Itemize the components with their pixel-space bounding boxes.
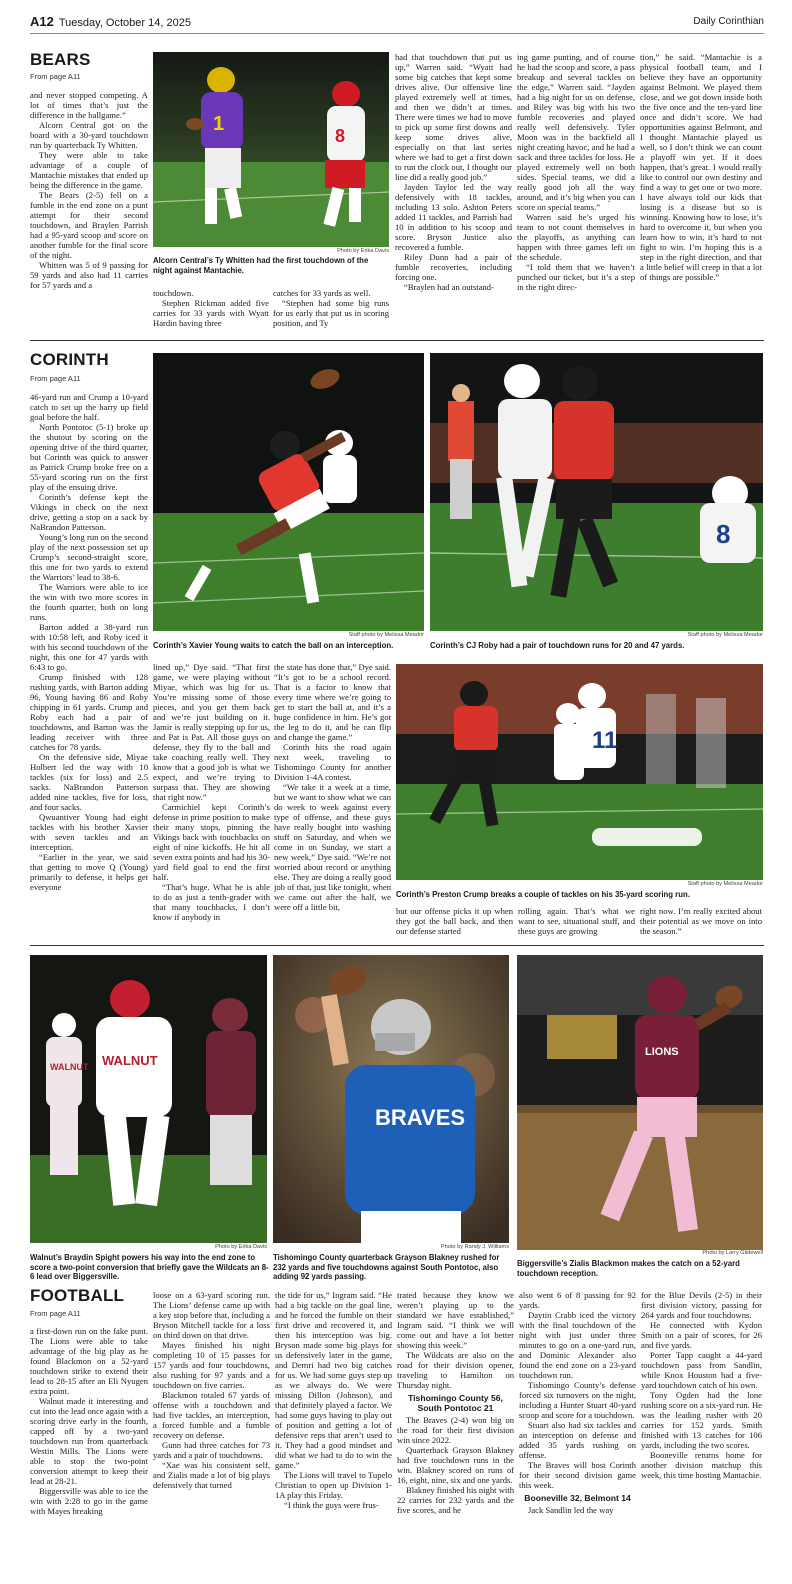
bears-column-3 xyxy=(273,288,389,336)
paragraph: Corinth’s defense kept the Vikings in check on the next drive, getting a stop on a sack by NaBrandon Patterson. xyxy=(30,492,148,532)
paragraph: “Braylen had an outstand- xyxy=(404,282,494,292)
football-column-4-bottom xyxy=(397,1415,514,1515)
corinth-column-3 xyxy=(274,662,391,936)
paragraph: The Lions will travel to Tupelo Christian to open up Division 1-1A play this Friday. xyxy=(275,1470,392,1500)
paragraph: On the defensive side, Miyae Holbert led the way with 10 tackles (six for loss) and 2.5 sacks. NaBrandon Patterson added nine tackles, five for loss, and four sacks. xyxy=(30,752,148,812)
paragraph: Blakney finished his night with 22 carries for 232 yards and the five scores, and he xyxy=(397,1485,514,1515)
corinth-photo-roby xyxy=(430,353,763,631)
paragraph: Jack Sandlin led the way xyxy=(528,1505,614,1515)
header-left xyxy=(30,14,191,29)
football-kicker: FOOTBALL xyxy=(30,1286,125,1305)
paragraph: He connected with Kydon Smith on a pair of scores, for 26 and five yards. xyxy=(641,1320,762,1350)
paragraph: Biggersville was able to ice the win with 2:28 to go in the game with Mayes breaking xyxy=(30,1486,148,1516)
paragraph: right now. I’m really excited about their potential as we move on into the season.” xyxy=(640,906,762,936)
paragraph: also went 6 of 8 passing for 92 yards. xyxy=(519,1290,636,1310)
paragraph: ing game punting, and of course he had the scoop and score, a pass breakup and several tackles on the edge,” Warren said. “Jayden had a big night for us on defense, and Riley was big with his two fumble recoveries and played really well defensively. Tyler Moon was in the backfield all night creating havoc, and he had a sack and three tackles for loss. He played extremely well on both sides. Special teams, we did a really good job all the way around, and it’s big when you can score on special teams.” xyxy=(517,52,635,212)
tishomingo-photo-caption: Tishomingo County quarterback Grayson Blakney rushed for 232 yards and five touchdowns against South Pontotoc, also adding 92 yards passing. xyxy=(273,1253,500,1281)
paragraph: “That’s huge. What he is able to do as just a tenth-grader with that many touchbacks, I don’t know if anybody in xyxy=(153,882,270,922)
paragraph: Walnut made it interesting and cut into the lead once again with a scoring drive early in the fourth, capped off by a two-yard touchdown run from quarterback Westin Mills. The Lions were able to stop the two-point conversion attempt to keep their lead at 28-21. xyxy=(30,1396,148,1486)
bears-photo xyxy=(153,52,389,247)
bears-kicker: BEARS xyxy=(30,50,91,69)
bears-photo-credit: Photo by Erika Davis xyxy=(337,248,389,254)
svg-text:WALNUT: WALNUT xyxy=(50,1062,89,1072)
paper-name: Daily Corinthian xyxy=(693,16,764,27)
paragraph: Booneville returns home for another division matchup this week, this time hosting Mantachie. xyxy=(641,1450,762,1480)
paragraph: “Stephen had some big runs for us early that put us in scoring position, and Ty xyxy=(273,298,389,328)
paragraph: and never stopped competing. A lot of times that’s just the difference in the ballgame.” xyxy=(30,90,148,120)
paragraph: Corinth hits the road again next week, traveling to Tishomingo County for another Division 1-4A contest. xyxy=(274,742,391,782)
paragraph: Porter Tapp caught a 44-yard touchdown pass from Sandlin, while Knox Houston had a five-yard touchdown catch of his own. xyxy=(641,1350,762,1390)
corinth-photo-interception xyxy=(153,353,424,631)
paragraph: Blackmon totaled 67 yards of offense with a touchdown and had five tackles, an interception, a forced fumble and a fumble recovery on defense. xyxy=(153,1390,270,1440)
svg-text:11: 11 xyxy=(592,727,618,754)
paragraph: The Braves (2-4) won big on the road for their first division win since 2022. xyxy=(397,1415,514,1445)
paragraph: 46-yard run and Crump a 10-yard catch to set up the harry up field goal before the half. xyxy=(30,392,148,422)
bears-column-1 xyxy=(30,90,148,335)
svg-text:WALNUT: WALNUT xyxy=(102,1053,158,1068)
paragraph: Quarterback Grayson Blakney had five touchdown runs in the win. Blakney scored on runs of 16, eight, nine, six and one yards. xyxy=(397,1445,514,1485)
paragraph: Tishomingo County’s defense forced six turnovers on the night, including a Hunter Stuart 40-yard scoop and score for a touchdown. xyxy=(519,1380,636,1420)
paragraph: Jayden Taylor led the way defensively with 18 tackles, including 13 solo. Ashton Peters added 11 tackles, and Parrish had 10 in addition to his scoop and score. Bryson Justice also recovered a fumble. xyxy=(395,182,512,252)
football-column-1 xyxy=(30,1326,148,1576)
paragraph: “I think the guys were frus- xyxy=(284,1500,379,1510)
corinth-column-1 xyxy=(30,392,148,936)
section-divider xyxy=(30,340,764,341)
corinth-photo1-caption: Corinth’s Xavier Young waits to catch the ball on an interception. xyxy=(153,641,394,650)
paragraph: had that touchdown that put us up,” Warren said. “Wyatt had some big catches that kept some drives alive. Our offensive line played extremely well at times, and then we didn’t at times. There were times we had to move to pick up some first downs and keep some drives alive, especially on that last series where we had to get a first down to run the clock out, I thought our line did a really good job.” xyxy=(395,52,512,182)
corinth-photo3-caption: Corinth’s Preston Crump breaks a couple of tackles on his 35-yard scoring run. xyxy=(396,890,690,899)
paragraph: “Xae was his consistent self, and Zialis made a lot of big plays defensively that turned xyxy=(153,1460,270,1490)
paragraph: Barton added a 38-yard run with 10:58 left, and Roby iced it with his second touchdown of the night, this one for 47 yards with 6:43 to go. xyxy=(30,622,148,672)
paragraph: touchdown. xyxy=(153,288,194,298)
football-column-4-top xyxy=(397,1290,514,1390)
paragraph: Qwuantiver Young had eight tackles with his brother Xavier with seven tackles and an interception. xyxy=(30,812,148,852)
paragraph: Young’s long run on the second play of the next possession set up Crump’s second-straight score, this one for two yards to extend the Warriors’ lead to 38-6. xyxy=(30,532,148,582)
issue-date: Tuesday, October 14, 2025 xyxy=(58,17,191,29)
booneville-subhead: Booneville 32, Belmont 14 xyxy=(524,1493,631,1503)
corinth-photo2-caption: Corinth’s CJ Roby had a pair of touchdown runs for 20 and 47 yards. xyxy=(430,641,685,650)
paragraph: “We take it a week at a time, but we want to show what we can do week to week against every type of offense, and these guys have really bought into washing stuff on Saturday, and when we come in on Sunday, we start a new week,” Dye said. “We’re not worried about record or anything else. They are doing a really good job of that, just like tonight, when we came out after the half, we were off a little bit, xyxy=(274,782,391,912)
bears-column-5 xyxy=(517,52,635,336)
svg-text:8: 8 xyxy=(335,126,346,146)
paragraph: the state has done that,” Dye said. “It’s got to be a school record. That is a factor to know that every time where we’re going to get to start the ball at, and it’s a huge confidence in him. He’s got the leg to do it, and he can flip and change the game.” xyxy=(274,662,391,742)
bears-column-2 xyxy=(153,288,269,336)
paragraph: “Earlier in the year, we said that getting to move Q (Young) primarily to defense, it helps get everyone xyxy=(30,852,148,892)
svg-text:BRAVES: BRAVES xyxy=(375,1105,466,1130)
paragraph: rolling again. That’s what we want to see, situational stuff, and these guys are growing xyxy=(518,906,635,936)
page-number: A12 xyxy=(30,14,54,29)
svg-text:1: 1 xyxy=(213,113,225,135)
walnut-photo xyxy=(30,955,267,1243)
walnut-photo-credit: Photo by Erika Davis xyxy=(215,1244,267,1250)
paragraph: catches for 33 yards as well. xyxy=(273,288,371,298)
svg-text:LIONS: LIONS xyxy=(645,1046,679,1058)
corinth-column-5 xyxy=(518,906,635,936)
paragraph: The Warriors were able to ice the win with two more scores in the fourth quarter, both on long runs. xyxy=(30,582,148,622)
paragraph: Carmichiel kept Corinth’s defense in prime position to make their many stops, pinning the Vikings back with touchbacks on eight of nine kickoffs. He hit all seven extra points and had his 30-yard field goal to end the first half. xyxy=(153,802,270,882)
paragraph: Stephen Rickman added five carries for 33 yards with Wyatt Hardin having three xyxy=(153,298,269,328)
paragraph: The Braves will host Corinth for their second division game this week. xyxy=(519,1460,636,1490)
paragraph: tion,” he said. “Mantachie is a physical football team, and I believe they have an opportunity against Belmont. We played them close, and we got down inside both the five once and the ten-yard line once and didn’t score. We had opportunities against Belmont, and I thought Mantachie played us well, so I don’t think we can count a playoff win yet. If it does happen, that’s great. I would really like to control our own destiny and find a way to get one or two more. I have always told our kids that losing is a disease but so is winning. Knowing how to lose, it’s hard to overcome it, but when you learn how to win, it’s hard to not fight to win. I’m hoping this is a step in the right direction, and that a little belief will creep in that a lot of things are possible.” xyxy=(640,52,762,282)
corinth-column-2 xyxy=(153,662,270,936)
corinth-from-page: From page A11 xyxy=(30,374,81,383)
biggersville-photo xyxy=(517,955,763,1250)
paragraph: Whitten was 5 of 9 passing for 59 yards and also had 11 carries for 57 yards and a xyxy=(30,260,148,290)
paragraph: Alcorn Central got on the board with a 30-yard touchdown run by quarterback Ty Whitten. xyxy=(30,120,148,150)
paragraph: Crump finished with 128 rushing yards, with Barton adding 96, Young having 86 and Roby chipping in 61 yards. Crump and Roby each had a pair of touchdowns, and Barton was the leading receiver with three catches for 78 yards. xyxy=(30,672,148,752)
corinth-photo-crump xyxy=(396,664,763,880)
tishomingo-photo-credit: Photo by Randy J. Williams xyxy=(440,1244,509,1250)
football-column-6 xyxy=(641,1290,762,1576)
bears-column-6 xyxy=(640,52,762,336)
paragraph: Gunn had three catches for 73 yards and a pair of touchdowns. xyxy=(153,1440,270,1460)
paragraph: lined up,” Dye said. “That first game, we were playing without Miyae, which was big for us. You’re missing some of those pieces, and you get them back and we’re just building on it. Jamir is really stepping up for us, and Pat is Pat. All those guys on defense, they fly to the ball and take coaching really well. They know that a good job is what we expect, and we’re trying to surpass that. They are showing that right now.” xyxy=(153,662,270,802)
paragraph: Riley Dunn had a pair of fumble recoveries, including forcing one. xyxy=(395,252,512,282)
football-column-3 xyxy=(275,1290,392,1576)
page-header xyxy=(30,12,764,34)
tishomingo-photo xyxy=(273,955,509,1243)
paragraph: trated because they know we weren’t playing up to the standard we have established,” Ingram said. “I think we will come out and have a lot better showing this week.” xyxy=(397,1290,514,1350)
paragraph: a first-down run on the fake punt. The Lions were able to take advantage of the big play as he found Blackmon on a 52-yard touchdown strike to extend their lead to 28-15 after an Eli Nyugen extra point. xyxy=(30,1326,148,1396)
paragraph: The Wildcats are also on the road for their division opener, traveling to Hamilton on Thursday night. xyxy=(397,1350,514,1390)
corinth-column-6 xyxy=(640,906,762,936)
tishomingo-subhead: Tishomingo County 56, South Pontotoc 21 xyxy=(408,1393,503,1413)
corinth-photo1-credit: Staff photo by Melissa Meador xyxy=(348,632,424,638)
paragraph: the tide for us,” Ingram said. “He had a big tackle on the goal line, and he forced the fumble on their first drive and recovered it, and then his interception was big. Bryson made some big plays for us defensively later in the game, and Demri had two big catches for us. We had some guys step up as we always do. We were missing Dillon (Johnson), and that definitely played a factor. We had some guys having to play out of position and getting a lot of defensive reps that aren’t used to it. They had a good mindset and did what we had to do to win the game.” xyxy=(275,1290,392,1470)
paragraph: Tony Ogden had the lone rushing score on a six-yard run. He was the leading rusher with 20 carries for 152 yards. Smith finished with 13 catches for 106 yards, including the two scores. xyxy=(641,1390,762,1450)
paragraph: but our offense picks it up when they got the ball back, and then our defense started xyxy=(396,906,513,936)
bears-photo-caption: Alcorn Central’s Ty Whitten had the first touchdown of the night against Mantachie. xyxy=(153,256,369,275)
paragraph: Stuart also had six tackles and an interception on defense and added 35 yards rushing on offense. xyxy=(519,1420,636,1460)
football-from-page: From page A11 xyxy=(30,1309,81,1318)
paragraph: Warren said he’s urged his team to not count themselves in the playoffs, as anything can happen with three games left on the schedule. xyxy=(517,212,635,262)
football-column-2 xyxy=(153,1290,270,1576)
corinth-column-4 xyxy=(396,906,513,936)
paragraph: loose on a 63-yard scoring run. The Lions’ defense came up with a key stop before that, including a Bryson Mitchell tackle for a loss on third down on that drive. xyxy=(153,1290,270,1340)
corinth-photo3-credit: Staff photo by Melissa Meador xyxy=(687,881,763,887)
walnut-photo-caption: Walnut’s Braydin Spight powers his way into the end zone to score a two-point conversion that briefly gave the Wildcats an 8-6 lead over Biggersville. xyxy=(30,1253,269,1281)
section-divider xyxy=(30,945,764,946)
football-column-4 xyxy=(397,1290,514,1576)
football-column-5-bottom xyxy=(519,1505,636,1515)
bears-column-4 xyxy=(395,52,512,336)
corinth-photo2-credit: Staff photo by Melissa Meador xyxy=(687,632,763,638)
football-column-5 xyxy=(519,1290,636,1576)
paragraph: Mayes finished his night completing 10 of 15 passes for 157 yards and four touchdowns, also rushing for 97 yards and a touchdown on five carries. xyxy=(153,1340,270,1390)
biggersville-photo-credit: Photo by Larry Glidewell xyxy=(702,1250,763,1256)
paragraph: for the Blue Devils (2-5) in their first division victory, passing for 264 yards and four touchdowns. xyxy=(641,1290,762,1320)
corinth-kicker: CORINTH xyxy=(30,350,109,369)
paragraph: They were able to take advantage of a couple of Mantachie mistakes that ended up being the difference in the game. xyxy=(30,150,148,190)
paragraph: Daytin Crabb iced the victory with the final touchdown of the night with just under three minutes to go on a one-yard run, and Dominic Alexander also found the end zone on a 23-yard touchdown run. xyxy=(519,1310,636,1380)
bears-from-page: From page A11 xyxy=(30,72,81,81)
paragraph: The Bears (2-5) fell on a fumble in the end zone on a punt attempt for their second touchdown, and Braylen Parrish had a 95-yard scoop and score on another fumble for the final score of the night. xyxy=(30,190,148,260)
paragraph: “I told them that we haven’t punched our ticket, but it’s a step in the right direc- xyxy=(517,262,635,292)
biggersville-photo-caption: Biggersville’s Zialis Blackmon makes the catch on a 52-yard touchdown reception. xyxy=(517,1259,740,1278)
paragraph: North Pontotoc (5-1) broke up the shutout by scoring on the opening drive of the third quarter, but Corinth was quick to answer as Patrick Crump broke free on a 55-yard scoring run on the first play of the ensuing drive. xyxy=(30,422,148,492)
svg-text:8: 8 xyxy=(716,519,731,549)
football-column-5-top xyxy=(519,1290,636,1490)
